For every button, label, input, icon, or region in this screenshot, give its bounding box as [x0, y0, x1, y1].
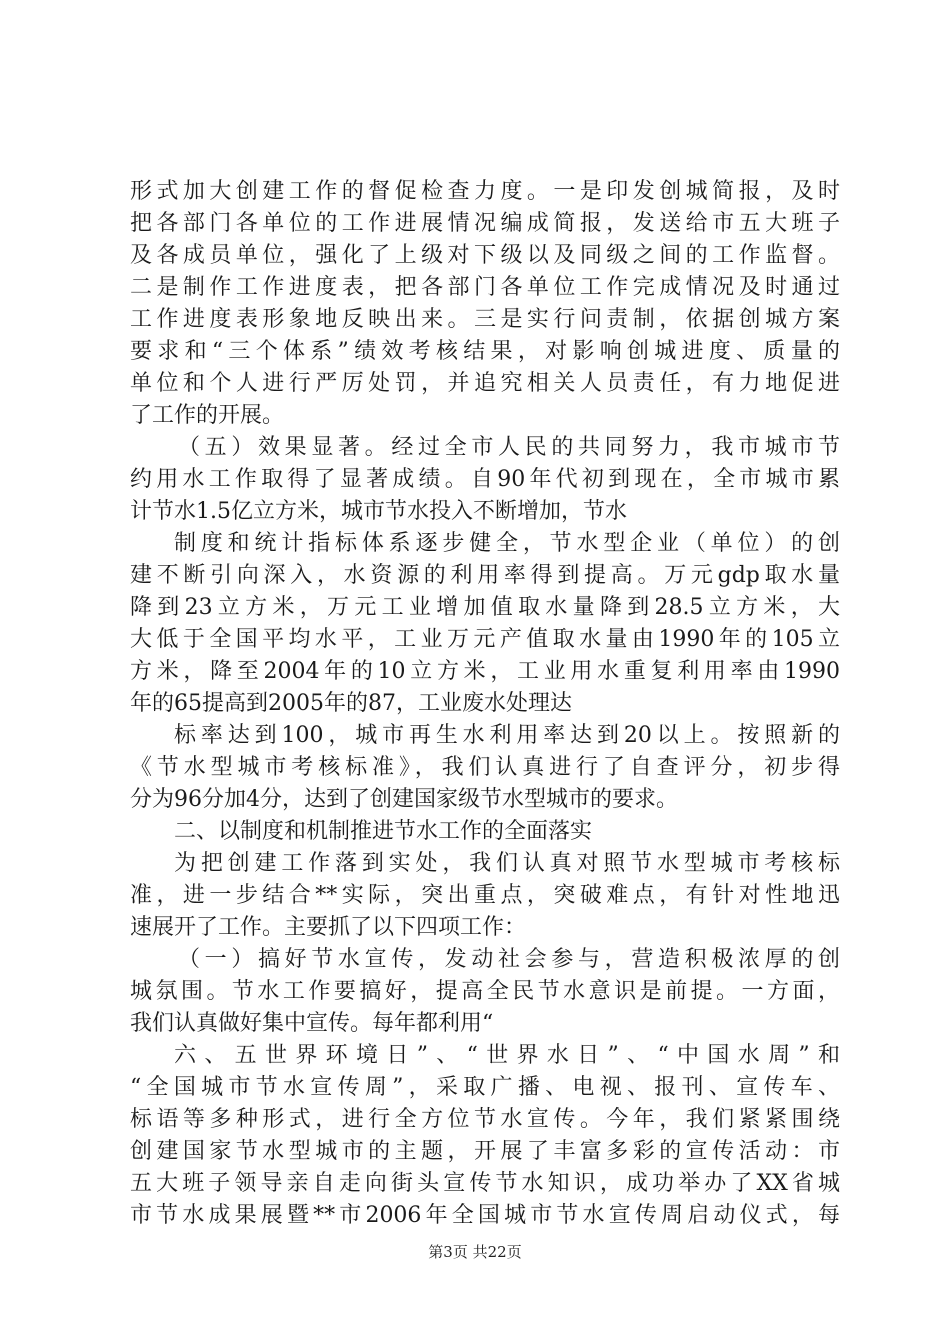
text-line: 约用水工作取得了显著成绩。自90年代初到现在，全市城市累	[130, 467, 840, 492]
text-line: “全国城市节水宣传周”，采取广播、电视、报刊、宣传车、	[130, 1075, 840, 1100]
text-line: 大低于全国平均水平，工业万元产值取水量由1990年的105立	[130, 627, 840, 652]
body-text	[130, 176, 840, 1232]
text-line: 二、以制度和机制推进节水工作的全面落实	[174, 819, 593, 844]
text-line: 要求和“三个体系”绩效考核结果，对影响创城进度、质量的	[130, 339, 840, 364]
text-line: 单位和个人进行严厉处罚，并追究相关人员责任，有力地促进	[130, 371, 840, 396]
text-line: 为把创建工作落到实处，我们认真对照节水型城市考核标	[174, 851, 840, 876]
text-line: 六、五世界环境日”、“世界水日”、“中国水周”和	[174, 1043, 840, 1068]
text-line: 建不断引向深入，水资源的利用率得到提高。万元gdp取水量	[130, 563, 840, 588]
text-line: 二是制作工作进度表，把各部门各单位工作完成情况及时通过	[130, 275, 840, 300]
text-line: 市节水成果展暨**市2006年全国城市节水宣传周启动仪式，每	[130, 1203, 840, 1228]
text-line: 分为96分加4分，达到了创建国家级节水型城市的要求。	[130, 787, 678, 812]
text-line: 我们认真做好集中宣传。每年都利用“	[130, 1011, 494, 1036]
text-line: 了工作的开展。	[130, 403, 285, 428]
text-line: 计节水1.5亿立方米，城市节水投入不断增加，节水	[130, 499, 627, 524]
text-line: 创建国家节水型城市的主题，开展了丰富多彩的宣传活动：市	[130, 1139, 840, 1164]
text-line: 标率达到100，城市再生水利用率达到20以上。按照新的	[174, 723, 840, 748]
text-line: （五）效果显著。经过全市人民的共同努力，我市城市节	[178, 435, 840, 460]
text-line: 速展开了工作。主要抓了以下四项工作：	[130, 915, 527, 940]
text-line: （一）搞好节水宣传，发动社会参与，营造积极浓厚的创	[178, 947, 840, 972]
text-line: 降到23立方米，万元工业增加值取水量降到28.5立方米，大	[130, 595, 840, 620]
text-line: 方米，降至2004年的10立方米，工业用水重复利用率由1990	[130, 659, 840, 684]
text-line: 年的65提高到2005年的87，工业废水处理达	[130, 691, 572, 716]
text-line: 工作进度表形象地反映出来。三是实行问责制，依据创城方案	[130, 307, 840, 332]
page-footer: 第3页 共22页	[428, 1243, 522, 1261]
text-line: 城氛围。节水工作要搞好，提高全民节水意识是前提。一方面，	[130, 979, 840, 1004]
text-line: 形式加大创建工作的督促检查力度。一是印发创城简报，及时	[130, 179, 840, 204]
text-line: 准，进一步结合**实际，突出重点，突破难点，有针对性地迅	[130, 883, 840, 908]
text-line: 五大班子领导亲自走向街头宣传节水知识，成功举办了XX省城	[130, 1171, 840, 1196]
text-line: 《节水型城市考核标准》，我们认真进行了自查评分，初步得	[130, 755, 840, 780]
text-line: 把各部门各单位的工作进展情况编成简报，发送给市五大班子	[130, 211, 840, 236]
text-line: 制度和统计指标体系逐步健全，节水型企业（单位）的创	[174, 531, 840, 556]
text-line: 标语等多种形式，进行全方位节水宣传。今年，我们紧紧围绕	[130, 1107, 840, 1132]
text-line: 及各成员单位，强化了上级对下级以及同级之间的工作监督。	[130, 243, 840, 268]
